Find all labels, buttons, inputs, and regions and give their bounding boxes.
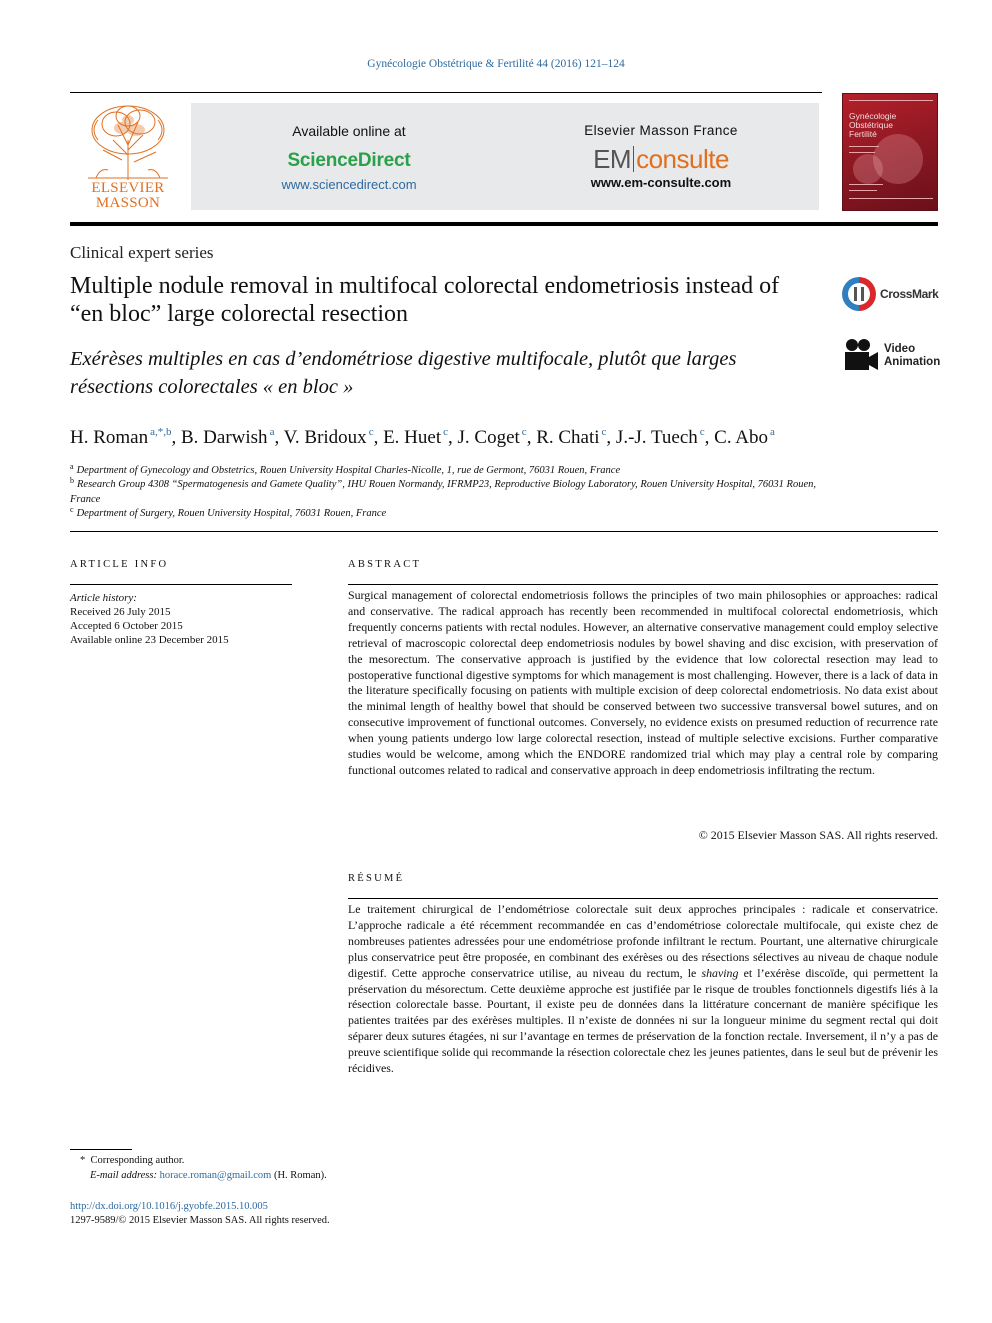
abstract-text: Surgical management of colorectal endometriosis follows the principles of two main philosophies or approaches: radical and conservative. The radical approach has recently been recommended in multifocal colorectal endometriosis, which frequently concerns patients with rectal nodules. However, an alternative conservative management could employ selective retrieval of macroscopic colorectal deep endometriosis nodules by bowel shaving and disc excision, with preservation of the mesorectum. The conservative approach is justified by the evidence that low colorectal resection may lead to postoperative functional digestive symptoms for which management is most challenging. However, there is a lack of data in the literature specifically focusing on patients with multiple excision of deep colorectal endometriosis. No data exist about the minimal length of healthy bowel that should be conserved between two successive transversal bowel sutures, and on consecutive improvement of functional outcomes. Conversely, no evidence exists on presumed reduction of recurrence rate when young patients undergo low large colorectal resection, instead of multiple selective excisions. Further comparative studies would be welcome, among which the ENDORE randomized trial which may play a central role by comparing functional outcomes related to radical and conservative approach in deep endometriosis infiltrating the rectum. xyxy=(348,588,938,777)
journal-reference[interactable]: Gynécologie Obstétrique & Fertilité 44 (2016) 121–124 xyxy=(367,58,625,70)
author-affiliation-mark[interactable]: c xyxy=(699,426,705,438)
author-name[interactable]: V. Bridoux xyxy=(283,427,367,448)
header-bottom-rule xyxy=(70,222,938,226)
author-affiliation-mark[interactable]: c xyxy=(521,426,527,438)
video-label-line1: Video xyxy=(884,343,916,355)
elsevier-masson-france-label: Elsevier Masson France xyxy=(584,123,738,138)
abstract-copyright: © 2015 Elsevier Masson SAS. All rights reserved. xyxy=(698,828,938,842)
cover-rule xyxy=(849,100,933,101)
affiliation-a: $^a$ Department of Gynecology and Obstetrics, Rouen University Hospital Charles-Nicolle, 1, rue de Germont, 76031 Rouen, France xyxy=(70,462,621,476)
author-name[interactable]: C. Abo xyxy=(714,427,768,448)
video-label-line2: Animation xyxy=(884,356,941,368)
resume-heading: RÉSUMÉ xyxy=(348,873,405,884)
cover-rule xyxy=(849,190,877,191)
article-title: Multiple nodule removal in multifocal colorectal endometriosis instead of “en bloc” large colorectal resection xyxy=(70,273,780,327)
abstract-rule xyxy=(348,584,938,585)
abstract-heading: ABSTRACT xyxy=(348,559,422,570)
cover-rule xyxy=(849,152,875,153)
email-link[interactable]: horace.roman@gmail.com xyxy=(159,1170,272,1181)
video-camera-icon xyxy=(842,337,880,375)
elsevier-tree-icon xyxy=(78,100,178,182)
article-info-rule xyxy=(70,584,292,585)
author-name[interactable]: R. Chati xyxy=(536,427,600,448)
cover-decoration xyxy=(853,154,883,184)
elsevier-masson-logo xyxy=(78,100,178,212)
journal-cover-thumbnail[interactable] xyxy=(842,93,938,211)
author-name[interactable]: E. Huet xyxy=(383,427,442,448)
sciencedirect-url-link[interactable]: www.sciencedirect.com xyxy=(281,177,417,192)
crossmark-label: CrossMark xyxy=(880,287,939,301)
author-name[interactable]: J.-J. Tuech xyxy=(615,427,698,448)
em-consulte-block xyxy=(541,103,781,190)
author-affiliation-mark[interactable]: a xyxy=(269,426,275,438)
doi-link[interactable]: http://dx.doi.org/10.1016/j.gyobfe.2015.10.005 xyxy=(70,1201,268,1212)
em-consulte-logo[interactable] xyxy=(541,144,781,175)
crossmark-badge[interactable] xyxy=(842,277,942,313)
author-affiliation-mark[interactable]: a,*,b xyxy=(150,426,172,438)
article-history xyxy=(70,591,300,647)
author-list: H. Roman $^{a,*,b}$, B. Darwish $^a$, V. Bridoux $^c$, E. Huet $^c$, J. Coget $^c$, R. Chati $^c$, J.-J. Tuech $^c$, C. Abo $^a$ xyxy=(70,426,775,448)
issn-copyright: 1297-9589/© 2015 Elsevier Masson SAS. All rights reserved. xyxy=(70,1215,330,1226)
author-affiliation-mark[interactable]: a xyxy=(770,426,775,438)
available-online-label: Available online at xyxy=(292,123,406,139)
author-affiliation-mark[interactable]: c xyxy=(443,426,449,438)
corresponding-author-note: * Corresponding author. xyxy=(80,1155,185,1166)
em-logo-prefix: EM xyxy=(593,144,632,174)
article-series: Clinical expert series xyxy=(70,243,214,262)
elsevier-logo-text: ELSEVIER xyxy=(91,180,165,196)
article-info-heading: ARTICLE INFO xyxy=(70,559,169,570)
affiliation-c: $^c$ Department of Surgery, Rouen University Hospital, 76031 Rouen, France xyxy=(70,505,387,519)
header-top-rule xyxy=(70,92,822,93)
cover-rule xyxy=(849,184,883,185)
em-logo-divider xyxy=(633,146,634,172)
author-name[interactable]: J. Coget xyxy=(457,427,520,448)
publisher-header-box xyxy=(191,103,819,210)
affiliation-b: $^b$ Research Group 4308 “Spermatogenesis and Gamete Quality”, IHU Rouen Normandy, IFRMP23, Reproductive Biology Laboratory, Rouen University Hospital, 76031 Rouen, France xyxy=(70,476,816,505)
author-name[interactable]: B. Darwish xyxy=(181,427,268,448)
footnote-rule xyxy=(70,1149,132,1150)
online-date: Available online 23 December 2015 xyxy=(70,634,229,646)
author-name[interactable]: H. Roman xyxy=(70,427,149,448)
cover-title: Gynécologie Obstétrique Fertilité xyxy=(849,111,897,139)
sciencedirect-logo[interactable]: ScienceDirect xyxy=(287,150,411,171)
email-note: E-mail address: horace.roman@gmail.com (H. Roman). xyxy=(90,1170,327,1181)
video-animation-label xyxy=(884,343,940,369)
section-divider xyxy=(70,531,938,532)
em-logo-suffix: consulte xyxy=(636,144,729,174)
resume-rule xyxy=(348,898,938,899)
video-animation-badge[interactable] xyxy=(842,337,942,375)
author-affiliation-mark[interactable]: c xyxy=(368,426,374,438)
em-consulte-url-link[interactable]: www.em-consulte.com xyxy=(590,175,732,190)
cover-rule xyxy=(849,198,933,199)
author-affiliation-mark[interactable]: c xyxy=(601,426,607,438)
article-french-title: Exérèses multiples en cas d’endométriose digestive multifocale, plutôt que larges résections colorectales « en bloc » xyxy=(70,348,737,398)
history-label: Article history: xyxy=(70,592,137,604)
sciencedirect-block xyxy=(231,103,467,192)
masson-logo-text: MASSON xyxy=(95,195,161,211)
resume-text: Le traitement chirurgical de l’endométriose colorectale suit deux approches principales : radicale et conservatrice. L’approche radicale a été récemment recommandée en cas d’endométriose colorectale multifocale, qui existe chez de nombreuses patientes adressées pour une endométriose profonde infiltrant le rectum. Pourtant, une alternative chirurgicale plus conservatrice peut être proposée, en combinant des exérèses ou des résections sélectives au niveau de chaque nodule digestif. Cette approche conservatrice utilise, au niveau du rectum, le shaving et l’exérèse discoïde, qui permettent la préservation du mésorectum. Cette deuxième approche est justifiée par le risque de troubles fonctionnels digestifs liés à la résection colorectale basse. Pourtant, il existe peu de données dans la littérature concernant de manière spécifique les patientes traitées par des exérèses multiples. Il n’existe de données ni sur la longueur minime du segment rectal qui doit séparer deux sutures étagées, ni sur l’avantage en termes de préservation de la fonction rectale. Inversement, il n’y a pas de preuve scientifique solide qui recommande la résection colorectale chez les jeunes patientes, dans le seul but de prévenir les récidives. xyxy=(348,902,938,1076)
received-date: Received 26 July 2015 xyxy=(70,606,171,618)
accepted-date: Accepted 6 October 2015 xyxy=(70,620,183,632)
cover-rule xyxy=(849,146,879,147)
